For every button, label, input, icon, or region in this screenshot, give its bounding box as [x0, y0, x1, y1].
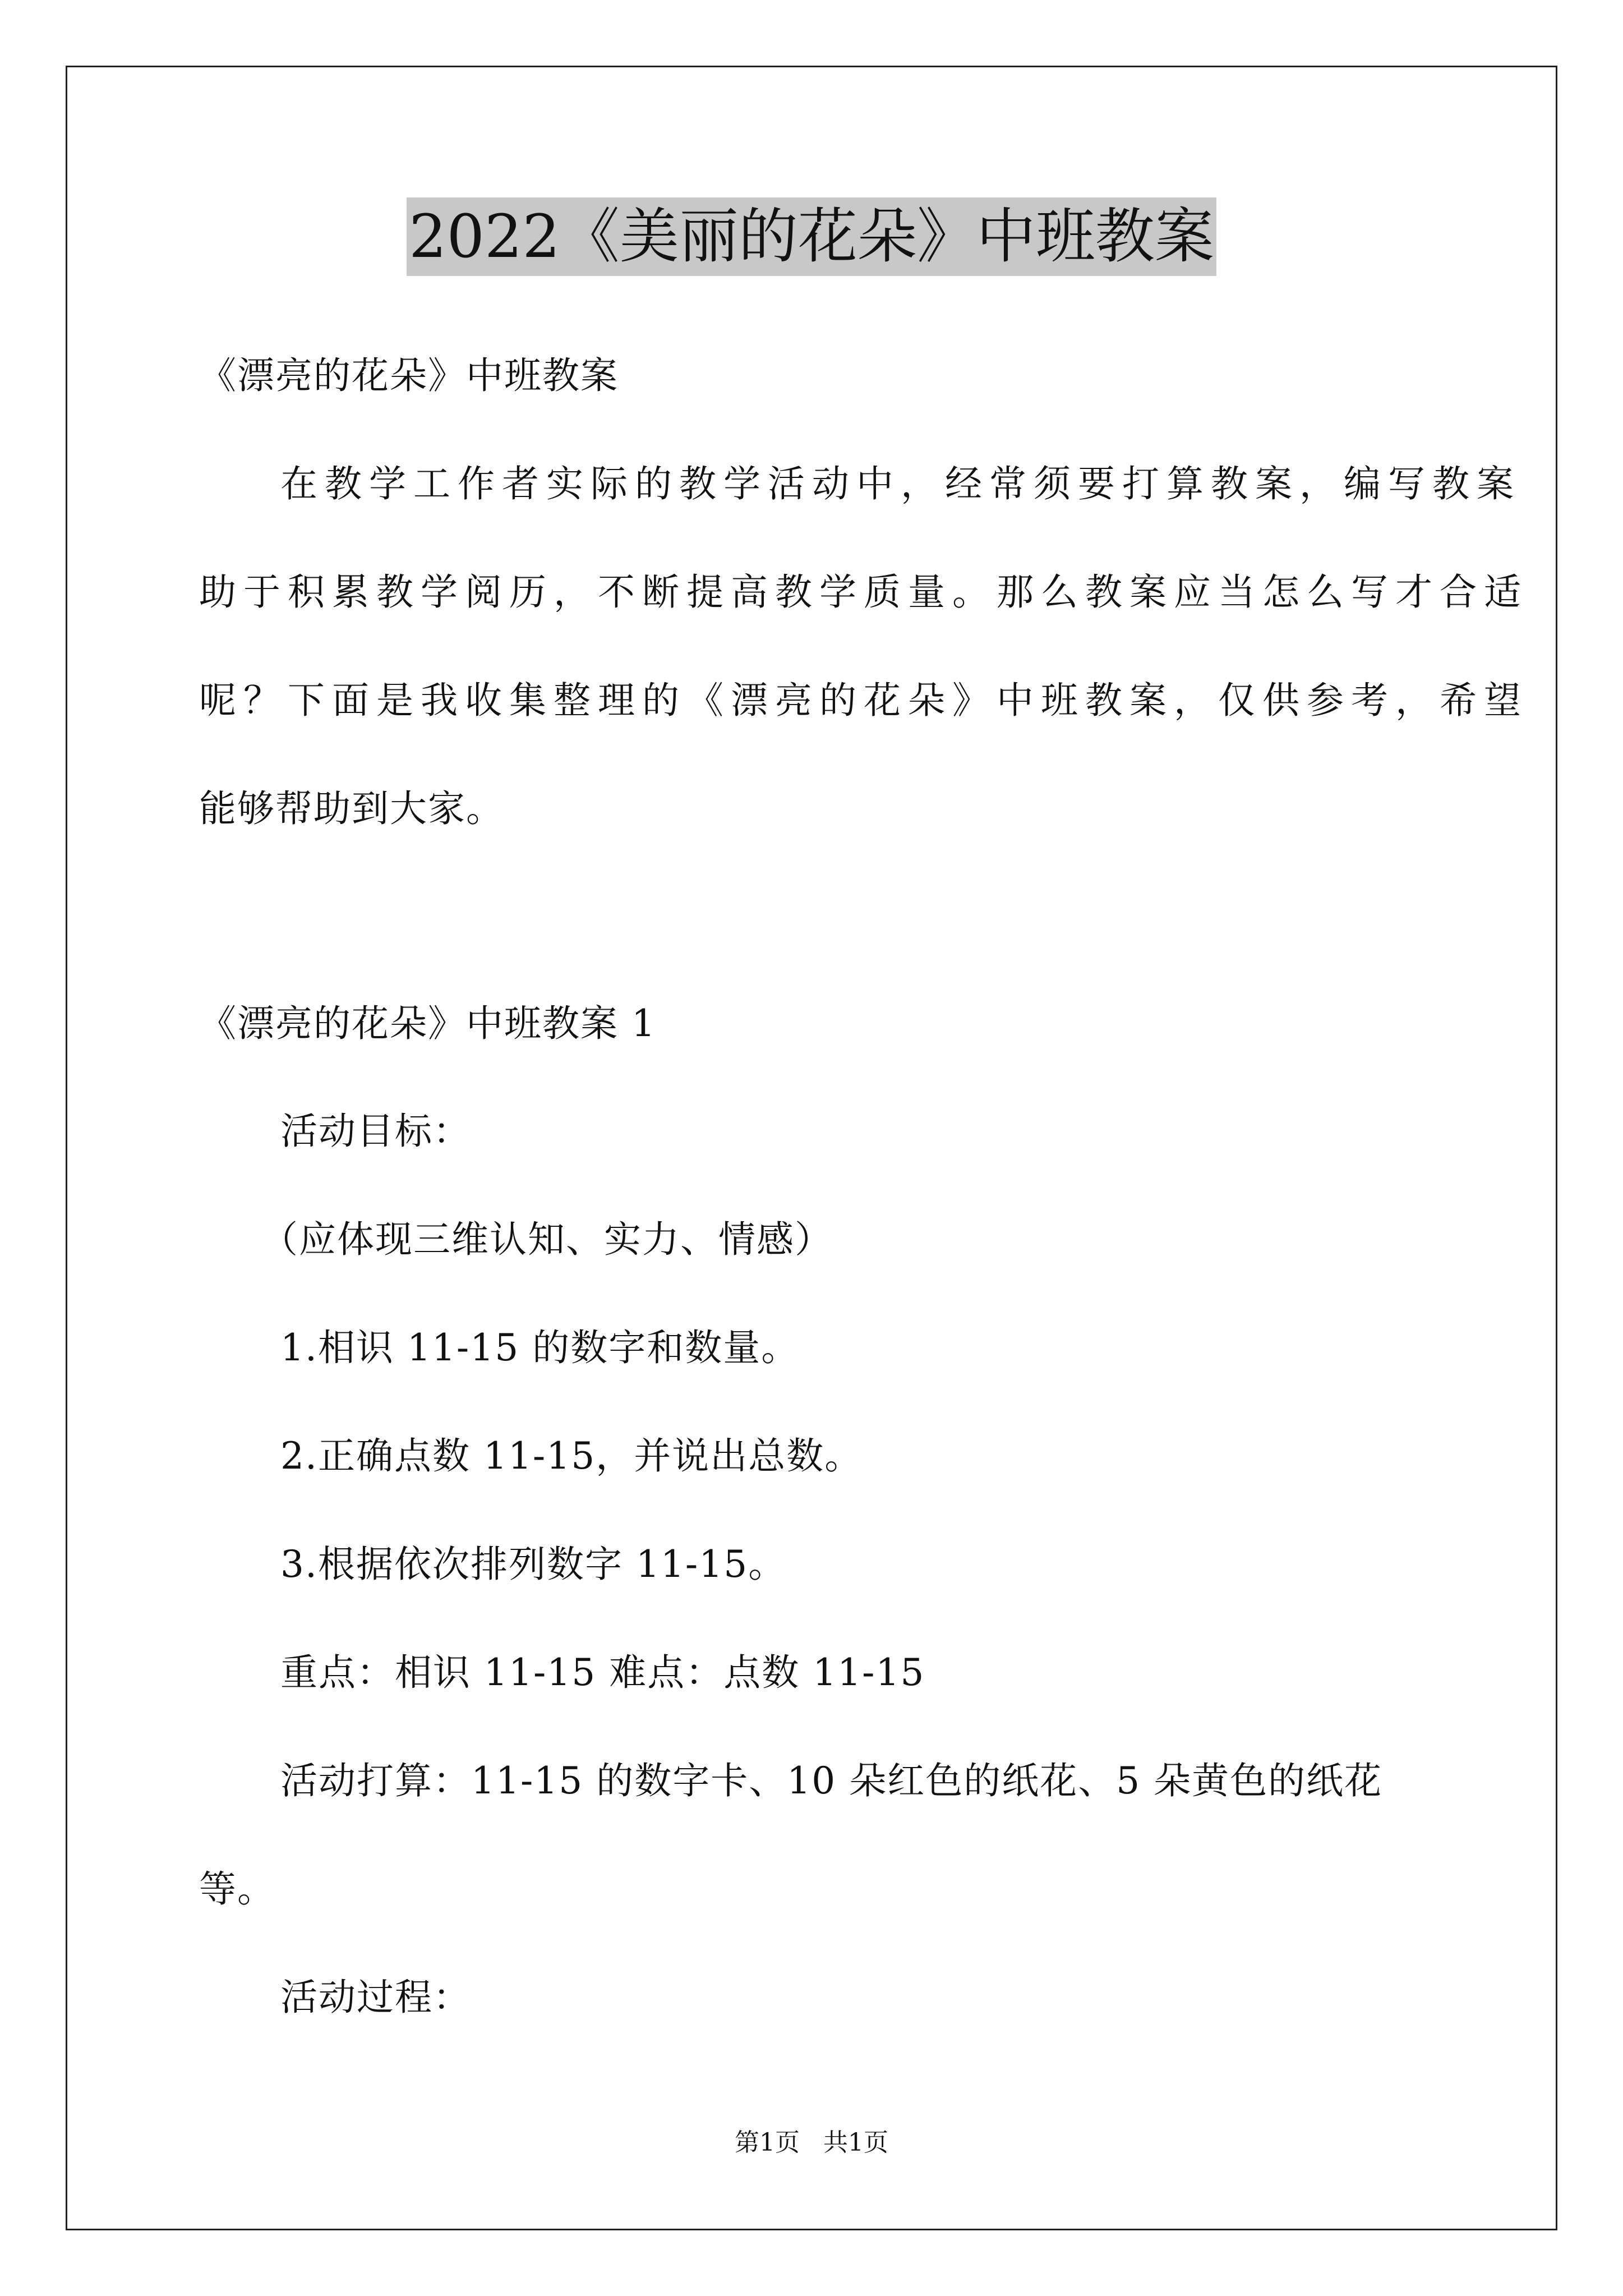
goal-item-1: 1.相识 11-15 的数字和数量。 — [280, 1326, 800, 1369]
goals-note: （应体现三维认知、实力、情感） — [261, 1218, 833, 1261]
intro-line-1: 在教学工作者实际的教学活动中，经常须要打算教案，编写教案 — [280, 462, 1521, 505]
section-heading: 《漂亮的花朵》中班教案 1 — [199, 1002, 656, 1045]
intro-line-4: 能够帮助到大家。 — [199, 787, 504, 830]
key-points: 重点：相识 11-15 难点：点数 11-15 — [280, 1651, 925, 1694]
page-footer: 第1页 共1页 — [735, 2128, 888, 2157]
process-label: 活动过程： — [280, 1976, 471, 2019]
materials-line-1: 活动打算：11-15 的数字卡、10 朵红色的纸花、5 朵黄色的纸花 — [280, 1759, 1383, 1802]
title-container — [0, 197, 1623, 276]
intro-line-3: 呢？下面是我收集整理的《漂亮的花朵》中班教案，仅供参考，希望 — [199, 679, 1528, 722]
document-title: 2022《美丽的花朵》中班教案 — [407, 197, 1216, 276]
goal-item-3: 3.根据依次排列数字 11-15。 — [280, 1543, 787, 1586]
intro-line-2: 助于积累教学阅历，不断提高教学质量。那么教案应当怎么写才合适 — [199, 570, 1528, 614]
goals-label: 活动目标： — [280, 1110, 471, 1153]
materials-line-2: 等。 — [199, 1867, 275, 1911]
subtitle: 《漂亮的花朵》中班教案 — [199, 354, 619, 397]
goal-item-2: 2.正确点数 11-15，并说出总数。 — [280, 1434, 863, 1478]
